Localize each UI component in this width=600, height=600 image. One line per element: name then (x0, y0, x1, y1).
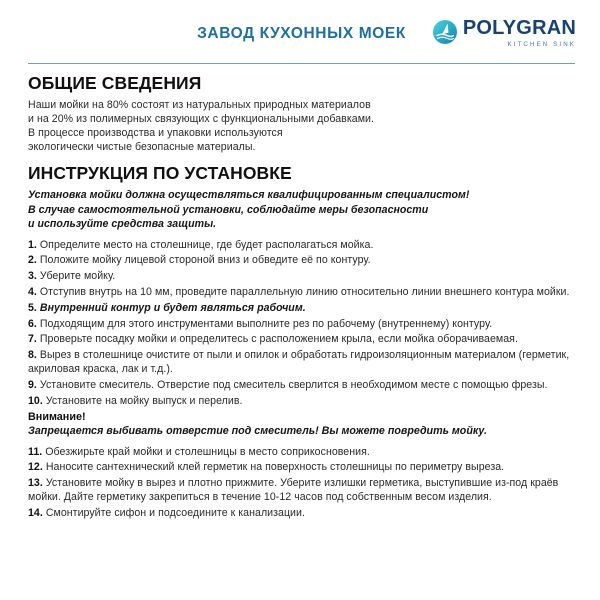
step-text: Подходящим для этого инструментами выполните рез по рабочему (внутреннему) контуру. (39, 317, 493, 330)
step-item (28, 285, 575, 299)
step-text: Положите мойку лицевой стороной вниз и обведите её по контуру. (39, 254, 371, 267)
step-number: 10. (28, 394, 46, 407)
header-divider (28, 63, 575, 64)
body-line: экологически чистые безопасные материалы. (28, 141, 256, 154)
step-item (28, 476, 575, 504)
step-number: 2. (28, 254, 40, 267)
step-text: Внутренний контур и будет являться рабочим. (39, 301, 306, 314)
step-item (28, 445, 575, 459)
step-text: Установите на мойку выпуск и перелив. (45, 394, 243, 407)
warning-title: Внимание! (28, 410, 86, 423)
step-number: 7. (28, 333, 40, 346)
step-item (28, 460, 575, 474)
warning-text: Запрещается выбивать отверстие под смеситель! Вы можете повредить мойку. (28, 425, 487, 438)
step-item (28, 238, 575, 252)
brand-logo (432, 18, 576, 48)
step-item (28, 506, 575, 520)
step-text: Уберите мойку. (39, 270, 116, 283)
installation-steps-list-continued (28, 445, 575, 521)
section-installation-heading: ИНСТРУКЦИЯ ПО УСТАНОВКЕ (28, 163, 292, 184)
wave-circle-icon (432, 19, 458, 45)
step-number: 3. (28, 270, 40, 283)
step-item (28, 378, 575, 392)
step-text: Установите мойку в вырез и плотно прижмите. Уберите излишки герметика, выступившие из-под краёв мойки. Дайте герметику закрепиться в течение 10-12 часов под собственным весом изделия. (28, 477, 559, 504)
step-text: Наносите сантехнический клей герметик на поверхность столешницы по периметру выреза. (45, 461, 505, 474)
intro-line: Установка мойки должна осуществляться квалифицированным специалистом! (28, 189, 470, 202)
intro-line: и используйте средства защиты. (28, 218, 217, 231)
step-text: Установите смеситель. Отверстие под смеситель сверлится в необходимом месте с помощью фрезы. (39, 379, 548, 392)
step-item (28, 269, 575, 283)
step-number: 12. (28, 461, 46, 474)
body-line: и на 20% из полимерных связующих с функциональными добавками. (28, 113, 374, 126)
section-installation (28, 154, 575, 520)
page-header (0, 0, 600, 64)
step-item (28, 301, 575, 315)
step-item (28, 332, 575, 346)
step-item (28, 348, 575, 376)
step-item (28, 394, 575, 408)
step-text: Отступив внутрь на 10 мм, проведите параллельную линию относительно линии внешнего контура мойки. (39, 285, 570, 298)
step-number: 9. (28, 379, 40, 392)
document-content (0, 64, 600, 520)
body-line: В процессе производства и упаковки используются (28, 127, 283, 140)
step-item (28, 253, 575, 267)
step-number: 11. (28, 445, 46, 458)
step-number: 1. (28, 238, 40, 251)
brand-text (463, 18, 576, 48)
installation-intro (28, 188, 575, 231)
step-number: 8. (28, 349, 40, 362)
step-text: Смонтируйте сифон и подсоедините к канализации. (45, 507, 305, 520)
step-text: Проверьте посадку мойки и определитесь с расположением крыла, если мойка оборачиваемая. (39, 333, 518, 346)
step-number: 14. (28, 507, 46, 520)
body-line: Наши мойки на 80% состоят из натуральных природных материалов (28, 99, 371, 111)
step-number: 6. (28, 317, 40, 330)
step-number: 4. (28, 285, 40, 298)
step-text: Определите место на столешнице, где будет располагаться мойка. (39, 238, 374, 251)
step-number: 5. (28, 301, 40, 314)
intro-line: В случае самостоятельной установки, соблюдайте меры безопасности (28, 203, 429, 216)
installation-steps-list (28, 238, 575, 409)
step-text: Вырез в столешнице очистите от пыли и опилок и обработать гидроизоляционным материалом (герметик, акриловая краска, лак и т.д.). (28, 349, 570, 376)
step-item (28, 317, 575, 331)
brand-wordmark: POLYGRAN (462, 17, 576, 39)
section-general-heading: ОБЩИЕ СВЕДЕНИЯ (28, 73, 202, 93)
step-text: Обезжирьте край мойки и столешницы в место соприкосновения. (45, 445, 370, 458)
page-title: ЗАВОД КУХОННЫХ МОЕК (197, 25, 406, 42)
brand-tagline: KITCHEN SINK (507, 41, 576, 48)
step-number: 13. (28, 477, 46, 490)
section-general-body (28, 98, 575, 154)
section-general (28, 64, 575, 154)
